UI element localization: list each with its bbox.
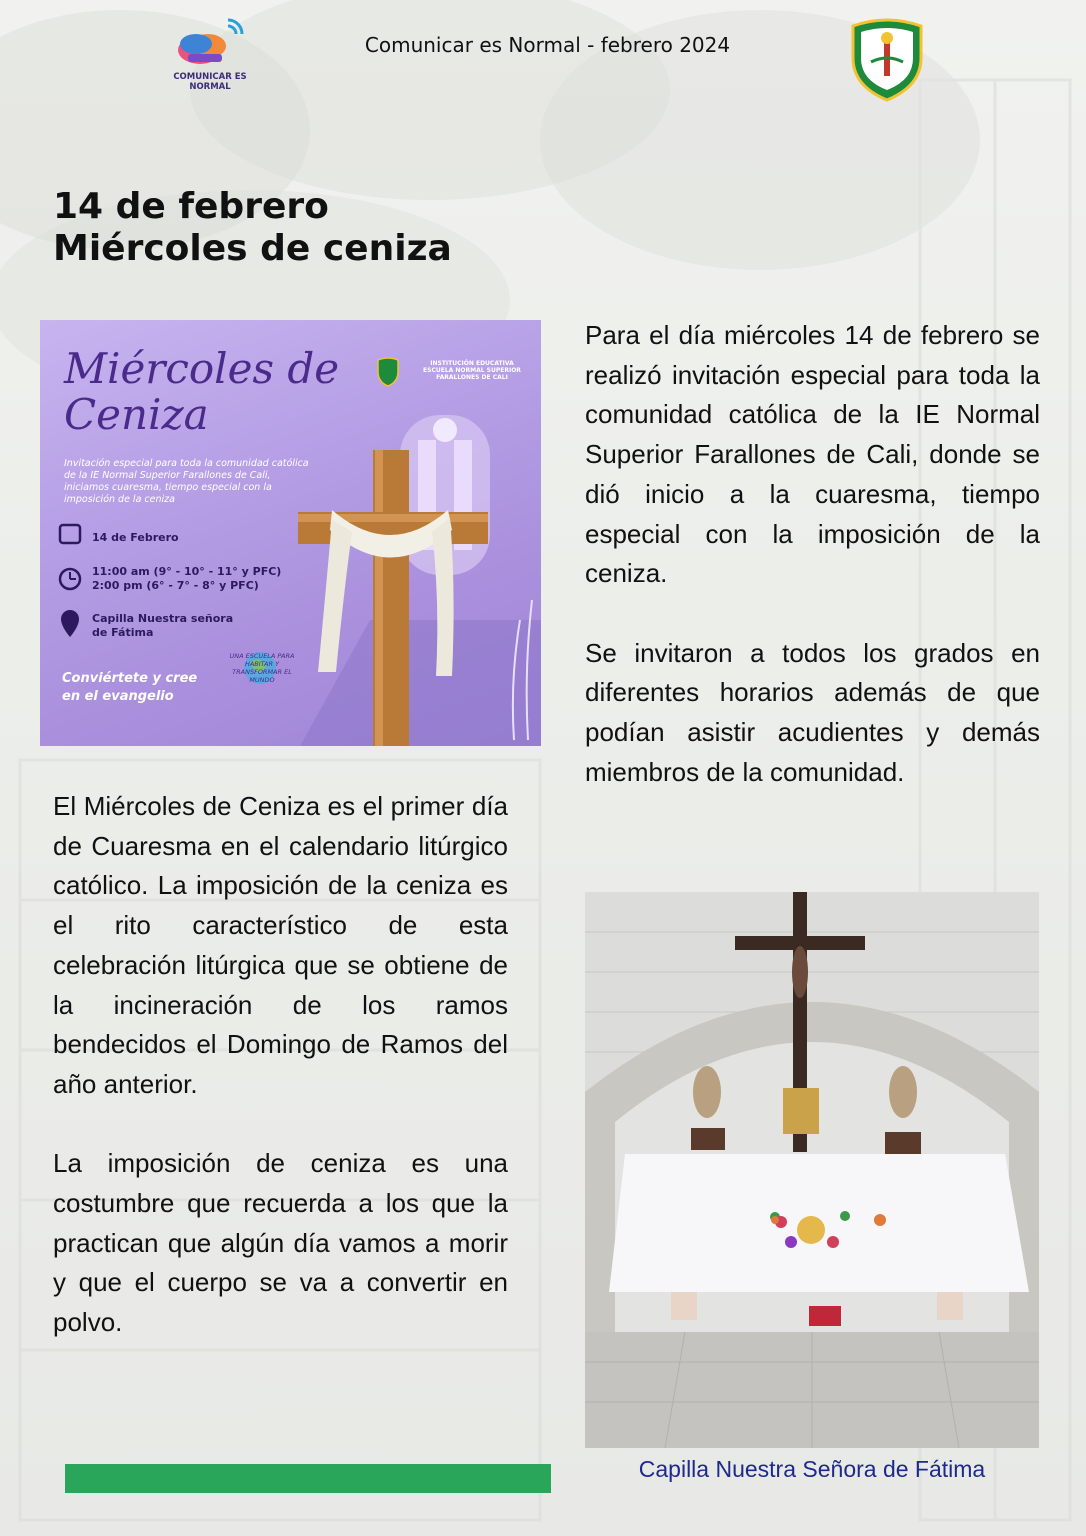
chapel-photo — [585, 892, 1039, 1448]
logo-text: COMUNICAR ES NORMAL — [173, 72, 247, 92]
poster-institution: INSTITUCIÓN EDUCATIVA ESCUELA NORMAL SUPERIOR FARALLONES DE CALI — [423, 360, 521, 381]
poster-title — [64, 346, 339, 438]
poster-title-line1: Miércoles de — [64, 344, 340, 393]
footer-green-bar — [65, 1464, 551, 1493]
poster-title-line2: Ceniza — [64, 390, 209, 439]
event-poster — [40, 320, 541, 746]
poster-slogan: UNA ESCUELA PARA HABITAR Y TRANSFORMAR EL MUNDO — [229, 652, 295, 684]
left-paragraph-2: La imposición de ceniza es una costumbre que recuerda a los que la practican que algún día vamos a morir y que el cuerpo se va a convertir en polvo. — [53, 1148, 508, 1338]
page-title — [53, 186, 452, 270]
poster-crest-icon — [378, 358, 398, 386]
right-paragraph-1: Para el día miércoles 14 de febrero se realizó invitación especial para toda la comunidad católica de la IE Normal Superior Farallones de Cali, donde se dió inicio a la cuaresma, tiempo especial con la imposición de la ceniza. — [585, 320, 1040, 589]
calendar-icon — [60, 525, 80, 543]
poster-motto — [62, 670, 197, 706]
logo-icon — [170, 16, 250, 76]
title-date: 14 de febrero — [53, 186, 329, 227]
poster-motto-line2: en el evangelio — [62, 689, 174, 704]
school-crest-icon — [849, 18, 925, 102]
poster-place-2: de Fátima — [92, 626, 154, 639]
poster-date: 14 de Febrero — [92, 531, 179, 544]
left-text-block — [53, 787, 508, 1343]
location-pin-icon — [61, 610, 79, 637]
poster-time-1: 11:00 am (9° - 10° - 11° y PFC) — [92, 565, 282, 578]
photo-caption: Capilla Nuestra Señora de Fátima — [638, 1456, 986, 1482]
header-title: Comunicar es Normal - febrero 2024 — [364, 33, 731, 57]
comunicar-es-normal-logo — [170, 16, 260, 96]
poster-invitation: Invitación especial para toda la comunidad católica de la IE Normal Superior Farallones de Cali, iniciamos cuaresma, tiempo especial con la imposición de la ceniza — [64, 458, 309, 505]
right-paragraph-2: Se invitaron a todos los grados en diferentes horarios además de que podían asistir acudientes y demás miembros de la comunidad. — [585, 637, 1040, 787]
left-paragraph-1: El Miércoles de Ceniza es el primer día de Cuaresma en el calendario litúrgico católico. La imposición de la ceniza es el rito característico de esta celebración litúrgica que se obtiene de la incineración de los ramos bendecidos el Domingo de Ramos del año anterior. — [53, 791, 508, 1099]
poster-time-2: 2:00 pm (6° - 7° - 8° y PFC) — [92, 579, 259, 592]
poster-place-1: Capilla Nuestra señora — [92, 612, 234, 625]
poster-motto-line1: Conviértete y cree — [62, 671, 198, 686]
right-text-block — [585, 316, 1040, 792]
title-event: Miércoles de ceniza — [53, 228, 452, 269]
